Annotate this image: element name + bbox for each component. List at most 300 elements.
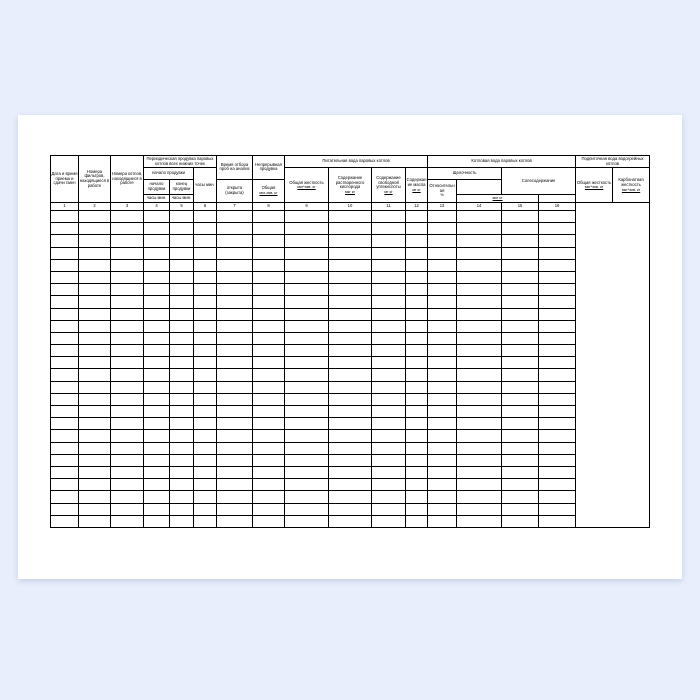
table-cell[interactable] bbox=[79, 235, 111, 247]
table-cell[interactable] bbox=[79, 491, 111, 503]
table-cell[interactable] bbox=[79, 332, 111, 344]
table-row[interactable] bbox=[51, 406, 650, 418]
table-cell[interactable] bbox=[111, 491, 144, 503]
table-cell[interactable] bbox=[372, 332, 406, 344]
table-cell[interactable] bbox=[406, 491, 428, 503]
table-cell[interactable] bbox=[457, 235, 502, 247]
table-cell[interactable] bbox=[144, 235, 170, 247]
table-cell[interactable] bbox=[194, 247, 217, 259]
table-cell[interactable] bbox=[253, 223, 285, 235]
table-cell[interactable] bbox=[502, 320, 539, 332]
table-cell[interactable] bbox=[170, 393, 194, 405]
table-cell[interactable] bbox=[111, 223, 144, 235]
table-cell[interactable] bbox=[539, 491, 576, 503]
table-row[interactable] bbox=[51, 345, 650, 357]
table-cell[interactable] bbox=[372, 235, 406, 247]
table-cell[interactable] bbox=[428, 308, 457, 320]
table-cell[interactable] bbox=[79, 211, 111, 223]
table-cell[interactable] bbox=[194, 259, 217, 271]
table-cell[interactable] bbox=[329, 418, 372, 430]
table-cell[interactable] bbox=[194, 381, 217, 393]
table-cell[interactable] bbox=[406, 223, 428, 235]
table-cell[interactable] bbox=[217, 430, 253, 442]
table-cell[interactable] bbox=[539, 211, 576, 223]
table-cell[interactable] bbox=[51, 357, 79, 369]
table-cell[interactable] bbox=[539, 332, 576, 344]
table-cell[interactable] bbox=[502, 454, 539, 466]
table-cell[interactable] bbox=[79, 466, 111, 478]
table-cell[interactable] bbox=[406, 515, 428, 527]
table-cell[interactable] bbox=[144, 357, 170, 369]
table-cell[interactable] bbox=[372, 284, 406, 296]
table-row[interactable] bbox=[51, 442, 650, 454]
table-row[interactable] bbox=[51, 320, 650, 332]
table-cell[interactable] bbox=[217, 503, 253, 515]
table-cell[interactable] bbox=[79, 503, 111, 515]
table-cell[interactable] bbox=[428, 466, 457, 478]
table-cell[interactable] bbox=[285, 491, 329, 503]
table-cell[interactable] bbox=[329, 308, 372, 320]
table-cell[interactable] bbox=[144, 284, 170, 296]
table-cell[interactable] bbox=[170, 479, 194, 491]
table-cell[interactable] bbox=[217, 271, 253, 283]
table-cell[interactable] bbox=[170, 223, 194, 235]
table-cell[interactable] bbox=[170, 345, 194, 357]
table-cell[interactable] bbox=[111, 418, 144, 430]
table-cell[interactable] bbox=[502, 406, 539, 418]
table-cell[interactable] bbox=[51, 393, 79, 405]
table-cell[interactable] bbox=[372, 442, 406, 454]
table-cell[interactable] bbox=[329, 393, 372, 405]
table-cell[interactable] bbox=[253, 357, 285, 369]
table-cell[interactable] bbox=[372, 418, 406, 430]
table-cell[interactable] bbox=[406, 454, 428, 466]
table-cell[interactable] bbox=[111, 320, 144, 332]
table-cell[interactable] bbox=[457, 259, 502, 271]
table-cell[interactable] bbox=[502, 418, 539, 430]
table-cell[interactable] bbox=[285, 430, 329, 442]
table-cell[interactable] bbox=[372, 211, 406, 223]
table-cell[interactable] bbox=[428, 479, 457, 491]
table-cell[interactable] bbox=[217, 284, 253, 296]
table-cell[interactable] bbox=[502, 393, 539, 405]
table-cell[interactable] bbox=[79, 454, 111, 466]
table-cell[interactable] bbox=[329, 320, 372, 332]
table-cell[interactable] bbox=[285, 442, 329, 454]
table-cell[interactable] bbox=[194, 393, 217, 405]
table-cell[interactable] bbox=[539, 430, 576, 442]
table-cell[interactable] bbox=[539, 296, 576, 308]
table-cell[interactable] bbox=[194, 345, 217, 357]
table-row[interactable] bbox=[51, 418, 650, 430]
table-cell[interactable] bbox=[170, 211, 194, 223]
table-cell[interactable] bbox=[51, 406, 79, 418]
table-cell[interactable] bbox=[79, 259, 111, 271]
table-cell[interactable] bbox=[170, 332, 194, 344]
table-cell[interactable] bbox=[406, 369, 428, 381]
table-cell[interactable] bbox=[428, 369, 457, 381]
table-cell[interactable] bbox=[372, 271, 406, 283]
table-cell[interactable] bbox=[111, 332, 144, 344]
table-cell[interactable] bbox=[144, 491, 170, 503]
table-cell[interactable] bbox=[502, 381, 539, 393]
table-cell[interactable] bbox=[79, 320, 111, 332]
table-cell[interactable] bbox=[372, 320, 406, 332]
table-cell[interactable] bbox=[457, 491, 502, 503]
table-cell[interactable] bbox=[285, 418, 329, 430]
table-cell[interactable] bbox=[457, 369, 502, 381]
table-cell[interactable] bbox=[372, 491, 406, 503]
table-cell[interactable] bbox=[79, 345, 111, 357]
table-cell[interactable] bbox=[170, 466, 194, 478]
table-cell[interactable] bbox=[111, 235, 144, 247]
table-cell[interactable] bbox=[285, 332, 329, 344]
table-cell[interactable] bbox=[285, 211, 329, 223]
table-cell[interactable] bbox=[253, 211, 285, 223]
table-row[interactable] bbox=[51, 271, 650, 283]
table-cell[interactable] bbox=[51, 308, 79, 320]
table-cell[interactable] bbox=[79, 515, 111, 527]
table-cell[interactable] bbox=[406, 393, 428, 405]
table-cell[interactable] bbox=[253, 332, 285, 344]
table-cell[interactable] bbox=[144, 515, 170, 527]
table-cell[interactable] bbox=[502, 247, 539, 259]
table-cell[interactable] bbox=[457, 332, 502, 344]
table-cell[interactable] bbox=[329, 369, 372, 381]
table-cell[interactable] bbox=[253, 418, 285, 430]
table-cell[interactable] bbox=[428, 491, 457, 503]
table-cell[interactable] bbox=[329, 430, 372, 442]
table-cell[interactable] bbox=[329, 211, 372, 223]
table-cell[interactable] bbox=[144, 271, 170, 283]
table-cell[interactable] bbox=[285, 369, 329, 381]
table-cell[interactable] bbox=[428, 393, 457, 405]
table-cell[interactable] bbox=[170, 381, 194, 393]
table-cell[interactable] bbox=[253, 479, 285, 491]
table-cell[interactable] bbox=[329, 357, 372, 369]
table-cell[interactable] bbox=[285, 503, 329, 515]
table-cell[interactable] bbox=[372, 503, 406, 515]
table-cell[interactable] bbox=[217, 308, 253, 320]
table-cell[interactable] bbox=[539, 320, 576, 332]
table-cell[interactable] bbox=[502, 271, 539, 283]
table-cell[interactable] bbox=[285, 393, 329, 405]
table-cell[interactable] bbox=[372, 308, 406, 320]
table-cell[interactable] bbox=[170, 454, 194, 466]
table-row[interactable] bbox=[51, 393, 650, 405]
table-cell[interactable] bbox=[111, 406, 144, 418]
table-cell[interactable] bbox=[79, 418, 111, 430]
table-cell[interactable] bbox=[111, 454, 144, 466]
table-cell[interactable] bbox=[194, 479, 217, 491]
table-cell[interactable] bbox=[329, 406, 372, 418]
table-cell[interactable] bbox=[428, 247, 457, 259]
table-row[interactable] bbox=[51, 381, 650, 393]
table-cell[interactable] bbox=[502, 345, 539, 357]
table-cell[interactable] bbox=[79, 479, 111, 491]
table-cell[interactable] bbox=[457, 381, 502, 393]
table-cell[interactable] bbox=[329, 247, 372, 259]
table-row[interactable] bbox=[51, 357, 650, 369]
table-cell[interactable] bbox=[194, 430, 217, 442]
table-cell[interactable] bbox=[457, 466, 502, 478]
table-cell[interactable] bbox=[51, 247, 79, 259]
table-cell[interactable] bbox=[51, 454, 79, 466]
table-cell[interactable] bbox=[194, 235, 217, 247]
table-cell[interactable] bbox=[144, 259, 170, 271]
table-row[interactable] bbox=[51, 466, 650, 478]
table-cell[interactable] bbox=[502, 491, 539, 503]
table-cell[interactable] bbox=[428, 271, 457, 283]
table-cell[interactable] bbox=[372, 296, 406, 308]
table-cell[interactable] bbox=[406, 320, 428, 332]
table-cell[interactable] bbox=[194, 418, 217, 430]
table-cell[interactable] bbox=[285, 235, 329, 247]
table-cell[interactable] bbox=[285, 345, 329, 357]
table-cell[interactable] bbox=[502, 235, 539, 247]
table-row[interactable] bbox=[51, 259, 650, 271]
table-cell[interactable] bbox=[253, 369, 285, 381]
table-cell[interactable] bbox=[457, 418, 502, 430]
table-cell[interactable] bbox=[329, 259, 372, 271]
table-cell[interactable] bbox=[285, 223, 329, 235]
table-cell[interactable] bbox=[457, 320, 502, 332]
table-cell[interactable] bbox=[111, 479, 144, 491]
table-cell[interactable] bbox=[502, 308, 539, 320]
table-cell[interactable] bbox=[51, 466, 79, 478]
table-cell[interactable] bbox=[539, 406, 576, 418]
table-cell[interactable] bbox=[144, 308, 170, 320]
table-cell[interactable] bbox=[170, 357, 194, 369]
table-cell[interactable] bbox=[428, 332, 457, 344]
table-cell[interactable] bbox=[457, 211, 502, 223]
table-cell[interactable] bbox=[329, 284, 372, 296]
table-cell[interactable] bbox=[217, 296, 253, 308]
table-cell[interactable] bbox=[170, 369, 194, 381]
table-cell[interactable] bbox=[79, 430, 111, 442]
table-cell[interactable] bbox=[111, 430, 144, 442]
table-cell[interactable] bbox=[253, 503, 285, 515]
table-cell[interactable] bbox=[253, 515, 285, 527]
table-cell[interactable] bbox=[457, 393, 502, 405]
table-cell[interactable] bbox=[170, 418, 194, 430]
table-cell[interactable] bbox=[111, 442, 144, 454]
table-cell[interactable] bbox=[144, 406, 170, 418]
table-cell[interactable] bbox=[217, 345, 253, 357]
table-cell[interactable] bbox=[253, 271, 285, 283]
table-row[interactable] bbox=[51, 430, 650, 442]
table-cell[interactable] bbox=[253, 430, 285, 442]
table-cell[interactable] bbox=[170, 308, 194, 320]
table-cell[interactable] bbox=[194, 466, 217, 478]
table-cell[interactable] bbox=[539, 442, 576, 454]
table-row[interactable] bbox=[51, 247, 650, 259]
table-cell[interactable] bbox=[217, 211, 253, 223]
table-cell[interactable] bbox=[111, 211, 144, 223]
table-cell[interactable] bbox=[253, 308, 285, 320]
table-cell[interactable] bbox=[539, 223, 576, 235]
table-cell[interactable] bbox=[79, 271, 111, 283]
table-cell[interactable] bbox=[144, 223, 170, 235]
table-cell[interactable] bbox=[194, 369, 217, 381]
table-cell[interactable] bbox=[329, 503, 372, 515]
table-cell[interactable] bbox=[457, 479, 502, 491]
table-cell[interactable] bbox=[372, 515, 406, 527]
table-cell[interactable] bbox=[428, 345, 457, 357]
table-cell[interactable] bbox=[428, 211, 457, 223]
table-cell[interactable] bbox=[51, 345, 79, 357]
table-cell[interactable] bbox=[194, 223, 217, 235]
table-cell[interactable] bbox=[502, 223, 539, 235]
table-cell[interactable] bbox=[329, 271, 372, 283]
table-cell[interactable] bbox=[539, 308, 576, 320]
table-cell[interactable] bbox=[217, 259, 253, 271]
table-cell[interactable] bbox=[406, 406, 428, 418]
table-cell[interactable] bbox=[457, 223, 502, 235]
table-cell[interactable] bbox=[285, 454, 329, 466]
table-cell[interactable] bbox=[79, 381, 111, 393]
table-cell[interactable] bbox=[51, 211, 79, 223]
table-cell[interactable] bbox=[144, 454, 170, 466]
table-cell[interactable] bbox=[144, 466, 170, 478]
table-cell[interactable] bbox=[79, 308, 111, 320]
table-cell[interactable] bbox=[253, 296, 285, 308]
table-cell[interactable] bbox=[111, 247, 144, 259]
table-cell[interactable] bbox=[217, 479, 253, 491]
table-cell[interactable] bbox=[502, 357, 539, 369]
table-row[interactable] bbox=[51, 454, 650, 466]
table-cell[interactable] bbox=[170, 235, 194, 247]
table-cell[interactable] bbox=[51, 503, 79, 515]
table-cell[interactable] bbox=[170, 515, 194, 527]
table-cell[interactable] bbox=[111, 381, 144, 393]
table-cell[interactable] bbox=[539, 235, 576, 247]
table-cell[interactable] bbox=[253, 491, 285, 503]
table-cell[interactable] bbox=[170, 406, 194, 418]
table-cell[interactable] bbox=[502, 503, 539, 515]
table-cell[interactable] bbox=[51, 515, 79, 527]
table-cell[interactable] bbox=[217, 235, 253, 247]
table-cell[interactable] bbox=[111, 345, 144, 357]
table-cell[interactable] bbox=[285, 308, 329, 320]
table-row[interactable] bbox=[51, 491, 650, 503]
table-cell[interactable] bbox=[329, 454, 372, 466]
table-cell[interactable] bbox=[406, 442, 428, 454]
table-cell[interactable] bbox=[285, 479, 329, 491]
table-cell[interactable] bbox=[285, 406, 329, 418]
table-cell[interactable] bbox=[111, 466, 144, 478]
table-cell[interactable] bbox=[428, 381, 457, 393]
table-cell[interactable] bbox=[111, 369, 144, 381]
table-cell[interactable] bbox=[329, 466, 372, 478]
table-cell[interactable] bbox=[111, 515, 144, 527]
table-cell[interactable] bbox=[79, 369, 111, 381]
table-cell[interactable] bbox=[51, 479, 79, 491]
table-cell[interactable] bbox=[144, 296, 170, 308]
table-cell[interactable] bbox=[285, 320, 329, 332]
table-cell[interactable] bbox=[194, 442, 217, 454]
table-cell[interactable] bbox=[406, 211, 428, 223]
table-cell[interactable] bbox=[329, 515, 372, 527]
table-cell[interactable] bbox=[51, 284, 79, 296]
table-row[interactable] bbox=[51, 296, 650, 308]
table-cell[interactable] bbox=[144, 418, 170, 430]
table-cell[interactable] bbox=[372, 406, 406, 418]
table-cell[interactable] bbox=[428, 454, 457, 466]
table-cell[interactable] bbox=[457, 308, 502, 320]
table-cell[interactable] bbox=[457, 503, 502, 515]
table-cell[interactable] bbox=[406, 235, 428, 247]
table-cell[interactable] bbox=[372, 345, 406, 357]
table-cell[interactable] bbox=[253, 381, 285, 393]
table-cell[interactable] bbox=[502, 332, 539, 344]
table-row[interactable] bbox=[51, 515, 650, 527]
table-row[interactable] bbox=[51, 369, 650, 381]
table-cell[interactable] bbox=[406, 430, 428, 442]
table-cell[interactable] bbox=[539, 515, 576, 527]
table-cell[interactable] bbox=[406, 308, 428, 320]
table-cell[interactable] bbox=[51, 296, 79, 308]
table-cell[interactable] bbox=[457, 345, 502, 357]
table-cell[interactable] bbox=[406, 418, 428, 430]
table-cell[interactable] bbox=[457, 454, 502, 466]
table-cell[interactable] bbox=[539, 259, 576, 271]
table-cell[interactable] bbox=[79, 247, 111, 259]
table-cell[interactable] bbox=[144, 332, 170, 344]
table-cell[interactable] bbox=[457, 406, 502, 418]
table-cell[interactable] bbox=[217, 393, 253, 405]
table-cell[interactable] bbox=[285, 357, 329, 369]
table-cell[interactable] bbox=[502, 515, 539, 527]
table-cell[interactable] bbox=[457, 357, 502, 369]
table-cell[interactable] bbox=[406, 466, 428, 478]
table-cell[interactable] bbox=[111, 271, 144, 283]
table-row[interactable] bbox=[51, 503, 650, 515]
table-cell[interactable] bbox=[372, 259, 406, 271]
table-cell[interactable] bbox=[457, 296, 502, 308]
table-cell[interactable] bbox=[539, 503, 576, 515]
table-cell[interactable] bbox=[285, 466, 329, 478]
table-cell[interactable] bbox=[372, 247, 406, 259]
table-cell[interactable] bbox=[329, 442, 372, 454]
table-cell[interactable] bbox=[253, 442, 285, 454]
table-cell[interactable] bbox=[144, 393, 170, 405]
table-cell[interactable] bbox=[194, 406, 217, 418]
table-row[interactable] bbox=[51, 308, 650, 320]
table-cell[interactable] bbox=[144, 479, 170, 491]
table-cell[interactable] bbox=[502, 479, 539, 491]
table-cell[interactable] bbox=[285, 296, 329, 308]
table-cell[interactable] bbox=[111, 259, 144, 271]
table-cell[interactable] bbox=[144, 345, 170, 357]
table-cell[interactable] bbox=[217, 406, 253, 418]
table-cell[interactable] bbox=[406, 357, 428, 369]
table-cell[interactable] bbox=[194, 296, 217, 308]
table-cell[interactable] bbox=[329, 332, 372, 344]
table-cell[interactable] bbox=[372, 454, 406, 466]
table-cell[interactable] bbox=[111, 503, 144, 515]
table-cell[interactable] bbox=[428, 259, 457, 271]
table-cell[interactable] bbox=[502, 259, 539, 271]
table-cell[interactable] bbox=[144, 247, 170, 259]
table-cell[interactable] bbox=[539, 479, 576, 491]
table-cell[interactable] bbox=[372, 430, 406, 442]
table-cell[interactable] bbox=[194, 308, 217, 320]
table-cell[interactable] bbox=[217, 320, 253, 332]
table-cell[interactable] bbox=[51, 271, 79, 283]
table-cell[interactable] bbox=[406, 479, 428, 491]
table-cell[interactable] bbox=[144, 320, 170, 332]
